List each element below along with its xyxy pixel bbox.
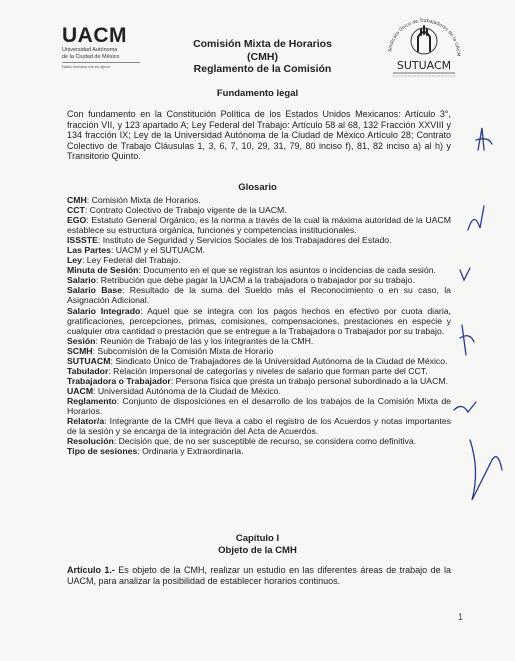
glossary-definition: : Subcomisión de la Comisión Mixta de Horario (92, 345, 274, 356)
glossary-term: Resolución (67, 436, 114, 447)
glossary-term: Tipo de sesiones (67, 446, 138, 457)
glossary-entry (67, 416, 451, 436)
uacm-logo (62, 26, 140, 69)
glossary-entry (67, 356, 451, 366)
glossary-entry (67, 255, 451, 265)
glossary-entry (67, 436, 451, 446)
glosario-list (67, 195, 451, 456)
glossary-term: Salario Base (67, 285, 123, 296)
glossary-term: UACM (67, 385, 94, 396)
article-text: Es objeto de la CMH, realizar un estudio en las diferentes áreas de trabajo de la UACM, para analizar la posibilidad de establecer horarios continuos. (67, 565, 451, 586)
glossary-entry (67, 306, 451, 336)
glossary-entry (67, 205, 451, 215)
glossary-definition: : UACM y el SUTUACM. (110, 245, 206, 256)
logo-name: UACM (62, 24, 127, 47)
document-title (170, 38, 355, 76)
signature-5 (470, 440, 502, 500)
glossary-term: SUTUACM (67, 355, 111, 366)
title-line-1: Comisión Mixta de Horarios (193, 38, 332, 50)
signature-3 (460, 325, 474, 355)
glossary-entry (67, 245, 451, 255)
glossary-definition: : Resultado de la suma del Sueldo más el Reconocimiento o en su caso, la Asignación Adicional. (67, 285, 451, 306)
glossary-definition: : Conjunto de disposiciones en el desarrollo de los trabajos de la Comisión Mixta de Horarios. (67, 395, 451, 416)
glossary-term: EGO (67, 215, 87, 226)
glossary-definition: : Decisión que, de no ser susceptible de recurso, se considera como definitiva. (113, 436, 417, 447)
glossary-definition: : Retribución que debe pagar la UACM a la trabajadora o trabajador por su trabajo. (95, 275, 415, 286)
glossary-term: Minuta de Sesión (67, 265, 139, 276)
title-line-3: Reglamento de la Comisión (193, 63, 332, 75)
sutuacm-seal (383, 13, 465, 79)
glossary-term: Las Partes (67, 245, 111, 256)
glossary-entry (67, 275, 451, 285)
glossary-definition: : Ley Federal del Trabajo. (81, 255, 181, 266)
glossary-term: Tabulador (67, 365, 109, 376)
glossary-definition: : Reunión de Trabajo de las y los integrantes de la CMH. (95, 335, 314, 346)
glossary-entry (67, 396, 451, 416)
glossary-term: Reglamento (67, 395, 117, 406)
glossary-definition: : Contrato Colectivo de Trabajo vigente de la UACM. (84, 205, 287, 216)
glossary-entry (67, 386, 451, 396)
glossary-definition: : Persona física que presta un trabajo personal subordinado a la UACM. (170, 375, 449, 386)
glossary-definition: : Sindicato Único de Trabajadores de la Universidad Autónoma de la Ciudad de México. (110, 355, 448, 366)
glossary-term: CMH (67, 195, 87, 205)
glossary-entry (67, 346, 451, 356)
signature-2 (468, 206, 484, 230)
glossary-term: Ley (67, 255, 82, 266)
glossary-definition: : Integrante de la CMH que lleva a cabo el registro de los Acuerdos y notas importantes de la sesión y se encarga de la integración del Acta de Acuerdos. (67, 416, 451, 437)
capitulo-subtitle: Objeto de la CMH (218, 545, 297, 556)
glossary-entry (67, 215, 451, 235)
glossary-definition: : Universidad Autónoma de la Ciudad de México. (93, 385, 281, 396)
glossary-term: Salario Integrado (67, 305, 141, 316)
glossary-entry (67, 336, 451, 346)
glossary-definition: : Documento en el que se registran los asuntos o incidencias de cada sesión. (138, 265, 436, 276)
glossary-term: ISSSTE (67, 235, 98, 246)
glossary-definition: : Estatuto General Orgánico, es la norma a través de la cual la máxima autoridad de la UACM establece su estructura orgánica, funciones y competencias institucionales. (67, 215, 451, 236)
glossary-definition: : Instituto de Seguridad y Servicios Sociales de los Trabajadores del Estado. (97, 235, 392, 246)
glossary-definition: : Ordinaria y Extraordinaria. (137, 446, 244, 457)
glossary-entry (67, 376, 451, 386)
logo-subtitle-2: de la Ciudad de México (62, 54, 120, 61)
article-1 (67, 565, 451, 586)
signature-6 (460, 268, 470, 280)
glossary-entry (67, 366, 451, 376)
fundamento-text: Con fundamento en la Constitución Política de los Estados Unidos Mexicanos: Artículo 3°, fracción VII, y 123 apartado A; Ley Federal del Trabajo: Artículo 58 al 68, 132 Fracción XXVIII y 134 fracción IX; Ley de la Universidad Autónoma de la Ciudad de México Artículo 28; Contrato Colectivo de Trabajo Cláusulas 1, 3, 6, 7, 10, 29, 31, 79, 80 inciso f), 81, 82 inciso a) al h) y Transitorio Quinto. (67, 109, 451, 162)
glossary-entry (67, 265, 451, 275)
glossary-term: Trabajadora o Trabajador (67, 375, 171, 386)
capitulo-title: Capítulo I (235, 533, 280, 544)
glossary-definition: : Aquel que se integra con los pagos hechos en efectivo por cuota diaria, gratificaciones, percepciones, primas, comisiones, compensaciones, prestaciones en especie y cualquier otra cantidad o prestación que se entregue a la Trabajadora o Trabajador por su trabajo. (67, 305, 451, 336)
article-label: Artículo 1.- (67, 565, 115, 575)
signature-4 (454, 402, 476, 412)
page-number: 1 (458, 612, 464, 622)
logo-motto: Nada humano me es ajeno (62, 62, 140, 69)
glossary-term: Sesión (67, 335, 96, 346)
seal-name: SUTUACM (396, 59, 452, 72)
glossary-term: CCT (67, 205, 85, 216)
signature-1 (476, 128, 492, 150)
glossary-term: Salario (67, 275, 96, 286)
glossary-entry (67, 285, 451, 305)
logo-subtitle-1: Universidad Autónoma (62, 47, 118, 53)
glossary-term: SCMH (67, 345, 93, 356)
glossary-entry (67, 195, 451, 205)
fundamento-title: Fundamento legal (216, 88, 299, 99)
glossary-definition: : Relación impersonal de categorías y niveles de salario que forman parte del CCT. (108, 365, 428, 376)
glossary-term: Relator/a (67, 416, 105, 427)
margin-signatures (440, 110, 515, 530)
glossary-entry (67, 446, 451, 456)
glossary-entry (67, 235, 451, 245)
title-line-2: (CMH) (247, 50, 278, 63)
glossary-definition: : Comisión Mixta de Horarios. (86, 195, 201, 205)
glosario-title: Glosario (238, 182, 277, 193)
seal-arc-text: Sindicato Único de Trabajadores de la UACM (388, 18, 461, 57)
